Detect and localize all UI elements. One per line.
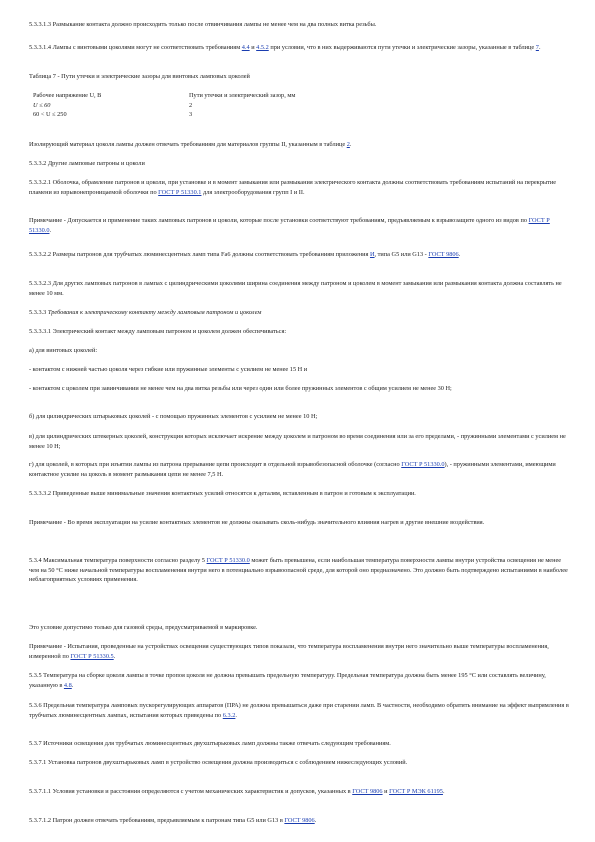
paragraph: [29, 346, 569, 356]
paragraph: [29, 671, 569, 690]
paragraph-text: .: [349, 141, 352, 148]
reference-link[interactable]: ГОСТ Р 51330.0: [401, 461, 445, 468]
reference-link[interactable]: ГОСТ Р 51330.5: [70, 652, 114, 660]
table-cell-clearance: 2: [189, 101, 193, 109]
reference-link[interactable]: ГОСТ Р 51330.1: [158, 188, 202, 196]
paragraph-text: Примечание - Допускается и применение таких ламповых патронов и цоколи, которые после установки соответствуют требованиям, предъявляемым к взрывозащите одного из видов по: [29, 217, 529, 224]
reference-link[interactable]: ГОСТ Р 51330.0: [206, 557, 250, 564]
paragraph: [29, 159, 569, 169]
reference-link[interactable]: 6.3.2: [222, 711, 236, 719]
table-row: [29, 101, 349, 111]
paragraph-text: а) для винтовых цоколей:: [29, 347, 98, 354]
paragraph-text: Требования к электрическому контакту между ламповым патроном и цоколем: [47, 309, 262, 316]
paragraph-text: 5.3.7 Источники освещения для трубчатых люминесцентных двухштырьковых ламп должны также отвечать следующим требованиям.: [29, 740, 391, 747]
reference-link[interactable]: 4.4: [241, 44, 250, 51]
table-cell-voltage: U ≤ 60: [33, 101, 51, 109]
table-7: [29, 91, 349, 120]
paragraph-text: 5.3.4 Максимальная температура поверхности согласно разделу 5: [29, 557, 207, 564]
table-header-voltage: Рабочее напряжение U, В: [33, 92, 102, 99]
paragraph-text: Изолирующий материал цоколя лампы должен отвечать требованиям для материалов группы II, указанным в таблице: [29, 141, 347, 148]
paragraph: [29, 308, 569, 318]
paragraph: [29, 43, 569, 53]
paragraph-text: .: [113, 652, 116, 660]
paragraph: [29, 739, 569, 749]
paragraph-text: 5.3.3.2.1 Оболочка, обрамление патронов и цоколи, при установке и в момент замыкания или размыкания электрического контакта должны соответствовать требованиям испытаний на перекрытие пламени из взрывонепроницаемой оболочки по: [29, 179, 557, 196]
paragraph: [29, 327, 569, 337]
paragraph-text: - контактом с цоколем при завинчивании не менее чем на два витка резьбы или через один или более пружинных элементов с общим усилием не менее 30 Н;: [29, 385, 452, 392]
paragraph: [29, 701, 569, 720]
paragraph: [29, 216, 569, 235]
paragraph-text: 5.3.3.3: [29, 309, 48, 316]
paragraph: [29, 623, 569, 633]
reference-link[interactable]: 7: [535, 44, 539, 51]
paragraph: [29, 556, 569, 585]
paragraph-text: 5.3.3.1.4 Лампы с винтовыми цоколями могут не соответствовать требованиям: [29, 44, 242, 51]
paragraph-text: .: [314, 817, 317, 824]
paragraph: [29, 642, 569, 661]
paragraph-text: .: [49, 226, 52, 234]
paragraph-text: 5.3.3.1.3 Размыкание контакта должно происходить только после отвинчивания лампы не менее чем на два полных витка резьбы.: [29, 21, 377, 28]
paragraph-text: .: [458, 251, 461, 258]
paragraph-text: - контактом с нижней частью цоколя через гибкие или пружинные элементы с усилием не менее 15 Н и: [29, 366, 308, 373]
reference-link[interactable]: ГОСТ 9806: [428, 251, 459, 258]
paragraph-text: 5.3.3.3.2 Приведенные выше минимальные значения контактных усилий относятся к деталям, вставленным в патрон и готовым к эксплуатации.: [29, 490, 416, 497]
table-header-clearance: Пути утечки и электрический зазор, мм: [189, 92, 296, 99]
paragraph: [29, 758, 569, 768]
paragraph-text: в) для цилиндрических штекерных цоколей, конструкция которых исключает искрение между цоколем и патроном во время соединения или за его пределами, - пружинными элементами с усилием не менее 10 Н;: [29, 433, 566, 450]
paragraph-text: .: [538, 44, 541, 51]
paragraph-text: 5.3.7.1 Установка патронов двухштырьковых ламп в устройство освещения должна производиться с соблюдением нижеследующих условий.: [29, 759, 408, 766]
paragraph: [29, 412, 569, 422]
paragraph: [29, 432, 569, 451]
paragraph-text: и: [249, 44, 257, 51]
paragraph: [29, 365, 569, 375]
reference-link[interactable]: 2: [346, 141, 350, 148]
paragraph: [29, 460, 569, 479]
paragraph-text: 5.3.3.3.1 Электрический контакт между ламповым патроном и цоколем должен обеспечиваться:: [29, 328, 287, 335]
paragraph-text: 5.3.3.2 Другие ламповые патроны и цоколи: [29, 160, 145, 167]
paragraph: [29, 489, 569, 499]
paragraph-text: б) для цилиндрических штырьковых цоколей - с помощью пружинных элементов с усилием не менее 10 Н;: [29, 413, 318, 420]
paragraph-text: .: [235, 711, 237, 719]
paragraph: [29, 816, 569, 826]
paragraph-text: Примечание - Во время эксплуатации на усилие контактных элементов не должны оказывать сколь-нибудь значительного влияния нагрев и другие внешние воздействия.: [29, 519, 485, 526]
paragraph-text: Это условие допустимо только для газовой среды, предусматриваемой в маркировке.: [29, 624, 258, 631]
table-row: [29, 110, 349, 120]
paragraph-text: и: [382, 788, 390, 795]
paragraph-text: Примечание - Испытания, проведенные на устройствах освещения существующих типов показали, что температура воспламенения внутри него значительно выше температуры воспламенения, измеренной по: [29, 643, 549, 660]
paragraph: [29, 20, 569, 30]
paragraph: [29, 250, 569, 260]
paragraph-text: , типа G5 или G13 -: [374, 251, 429, 258]
paragraph-text: 5.3.3.2.3 Для других ламповых патронов в лампах с цилиндрическими цоколями ширина соединения между патроном и цоколем в момент замыкания или размыкания контакта должна составлять не менее 10 мм.: [29, 280, 562, 297]
reference-link[interactable]: ГОСТ 9806: [352, 788, 383, 795]
paragraph-text: ), - пружинными элементами, имеющими контактное усилие на цоколь в момент размыкания цепи не менее 7,5 Н.: [29, 461, 556, 478]
paragraph: [29, 787, 569, 797]
paragraph: [29, 178, 569, 197]
paragraph-text: .: [71, 681, 74, 689]
reference-link[interactable]: И: [369, 251, 375, 258]
paragraph-text: при условии, что в них выдерживаются пути утечки и электрические зазоры, указанные в таблице: [268, 44, 536, 51]
table-header-row: [29, 91, 349, 101]
paragraph-text: Таблица 7 - Пути утечки и электрические зазоры для винтовых ламповых цоколей: [29, 73, 250, 80]
paragraph-text: .: [442, 788, 445, 795]
paragraph: [29, 279, 569, 298]
paragraph-text: для электрооборудования групп I и II.: [201, 188, 305, 196]
reference-link[interactable]: ГОСТ Р МЭК 61195: [389, 788, 443, 795]
table-cell-voltage: 60 < U ≤ 250: [33, 111, 67, 119]
paragraph: [29, 384, 569, 394]
reference-link[interactable]: 4.5.2: [256, 44, 269, 51]
paragraph-text: 5.3.6 Предельная температура ламповых пускорегулирующих аппаратов (ПРА) не должна превышаться даже при старении ламп. В частности, необходимо обратить внимание на эффект выпрямления в трубчатых люминесцентных лампах, испытания которых приведены по: [29, 702, 569, 719]
paragraph-text: г) для цоколей, в которых при изъятии лампы из патрона прерывание цепи происходит в отдельной взрывобезопасной оболочке (согласно: [29, 461, 402, 468]
paragraph: [29, 72, 569, 82]
paragraph-text: может быть превышена, если наибольшая температура поверхности лампы внутри устройства освещения не менее чем на 50 °С ниже начальной температуры воспламенения внутри него в потенциально взрывоопасной среде, для которой оно предназначено. Это должно быть подтверждено испытаниями в наиболее неблагоприятных условиях применения.: [29, 557, 568, 584]
paragraph-text: 5.3.5 Температура на сборке цоколя лампы в точке пропоя цоколя не должна превышать предельную температуру. Предельная температура должна быть менее 195 °С или составлять величину, указанную в: [29, 672, 546, 689]
paragraph: [29, 140, 569, 150]
paragraph-text: 5.3.7.1.2 Патрон должен отвечать требованиям, предъявляемым к патронам типа G5 или G13 в: [29, 817, 285, 824]
reference-link[interactable]: 4.8: [63, 681, 72, 689]
reference-link[interactable]: ГОСТ 9806: [284, 817, 315, 824]
paragraph-text: 5.3.3.2.2 Размеры патронов для трубчатых люминесцентных ламп типа Fa6 должны соответствовать требованиям приложения: [29, 251, 370, 258]
paragraph-text: 5.3.7.1.1 Условия установки и расстояния определяются с учетом механических характеристик и допусков, указанных в: [29, 788, 353, 795]
paragraph: [29, 518, 569, 528]
table-cell-clearance: 3: [189, 111, 193, 119]
reference-link[interactable]: ГОСТ Р 51330.0: [29, 217, 550, 234]
